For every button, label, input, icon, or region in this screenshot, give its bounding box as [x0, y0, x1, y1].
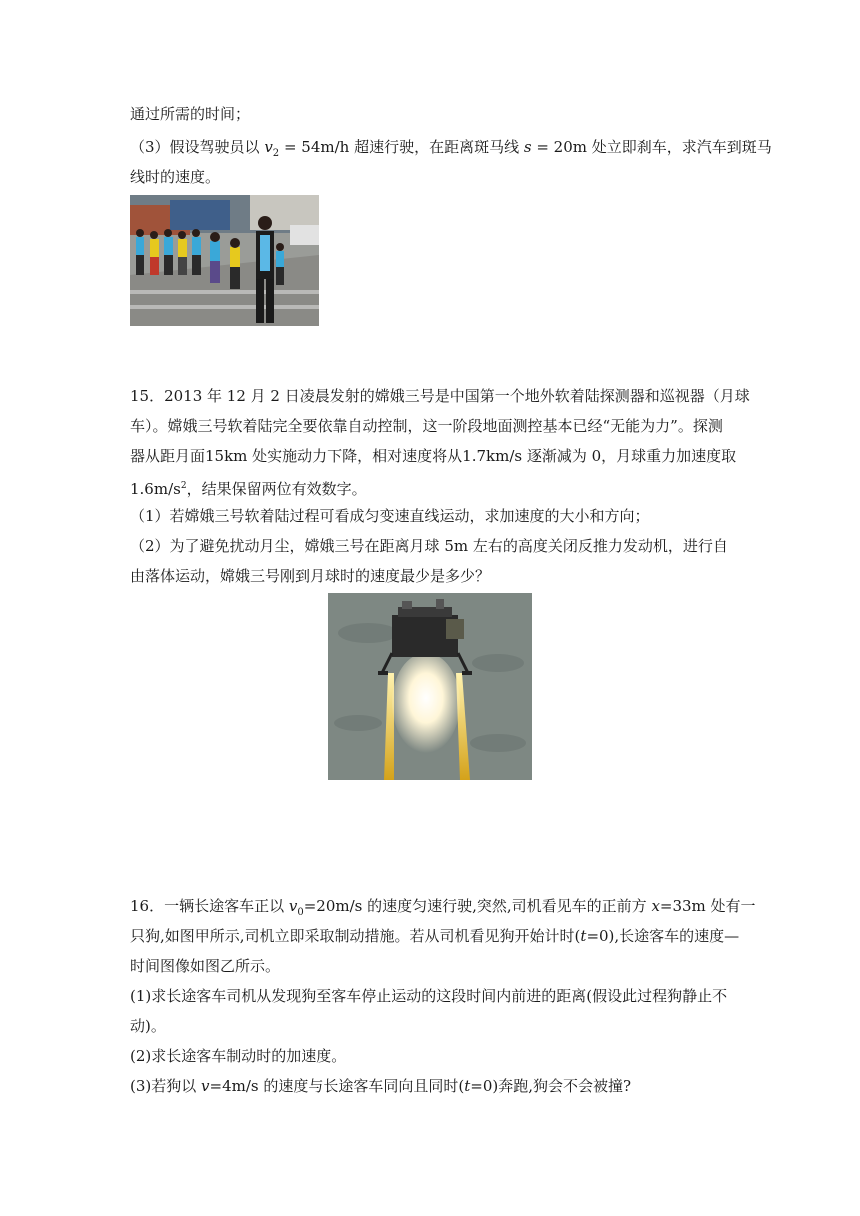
- q15-line-3: 器从距月面15km 处实施动力下降，相对速度将从1.7km/s 逐渐减为 0，月球重力加速度取: [130, 447, 737, 465]
- q16-line-5: 动)。: [130, 1017, 166, 1035]
- q16-line-7: (3)若狗以 v=4m/s 的速度与长途客车同向且同时(t=0)奔跑,狗会不会被撞?: [130, 1077, 632, 1095]
- q15-line-1: 15．2013 年 12 月 2 日凌晨发射的嫦娥三号是中国第一个地外软着陆探测器和巡视器（月球: [130, 387, 750, 405]
- q14-line-3: 线时的速度。: [130, 168, 221, 186]
- q14-line-1: 通过所需的时间；: [130, 105, 251, 123]
- q14-line-2: （3）假设驾驶员以 $v_2 = 54m/h$ 超速行驶，在距离斑马线 s = 20m 处立即刹车，求汽车到斑马: [130, 138, 772, 159]
- crosswalk-photo: [130, 195, 319, 326]
- q16-line-3: 时间图像如图乙所示。: [130, 957, 281, 975]
- q15-line-7: 由落体运动，嫦娥三号刚到月球时的速度最少是多少？: [130, 567, 491, 585]
- q16-line-1: 16．一辆长途客车正以 $v_0=20m/s$ 的速度匀速行驶,突然,司机看见车的正前方 x=33m 处有一: [130, 897, 756, 918]
- q15-line-4: $1.6m/s^2$，结果保留两位有效数字。: [130, 480, 367, 498]
- lander-photo: [328, 593, 532, 780]
- q15-line-5: （1）若嫦娥三号软着陆过程可看成匀变速直线运动，求加速度的大小和方向；: [130, 507, 650, 525]
- q15-line-2: 车）。嫦娥三号软着陆完全要依靠自动控制，这一阶段地面测控基本已经“无能为力”。探测: [130, 417, 723, 435]
- q16-line-4: (1)求长途客车司机从发现狗至客车停止运动的这段时间内前进的距离(假设此过程狗静止不: [130, 987, 728, 1005]
- q16-line-6: (2)求长途客车制动时的加速度。: [130, 1047, 347, 1065]
- q15-line-6: （2）为了避免扰动月尘，嫦娥三号在距离月球 5m 左右的高度关闭反推力发动机，进行自: [130, 537, 728, 555]
- q16-line-2: 只狗,如图甲所示,司机立即采取制动措施。若从司机看见狗开始计时(t=0),长途客车的速度—: [130, 927, 740, 945]
